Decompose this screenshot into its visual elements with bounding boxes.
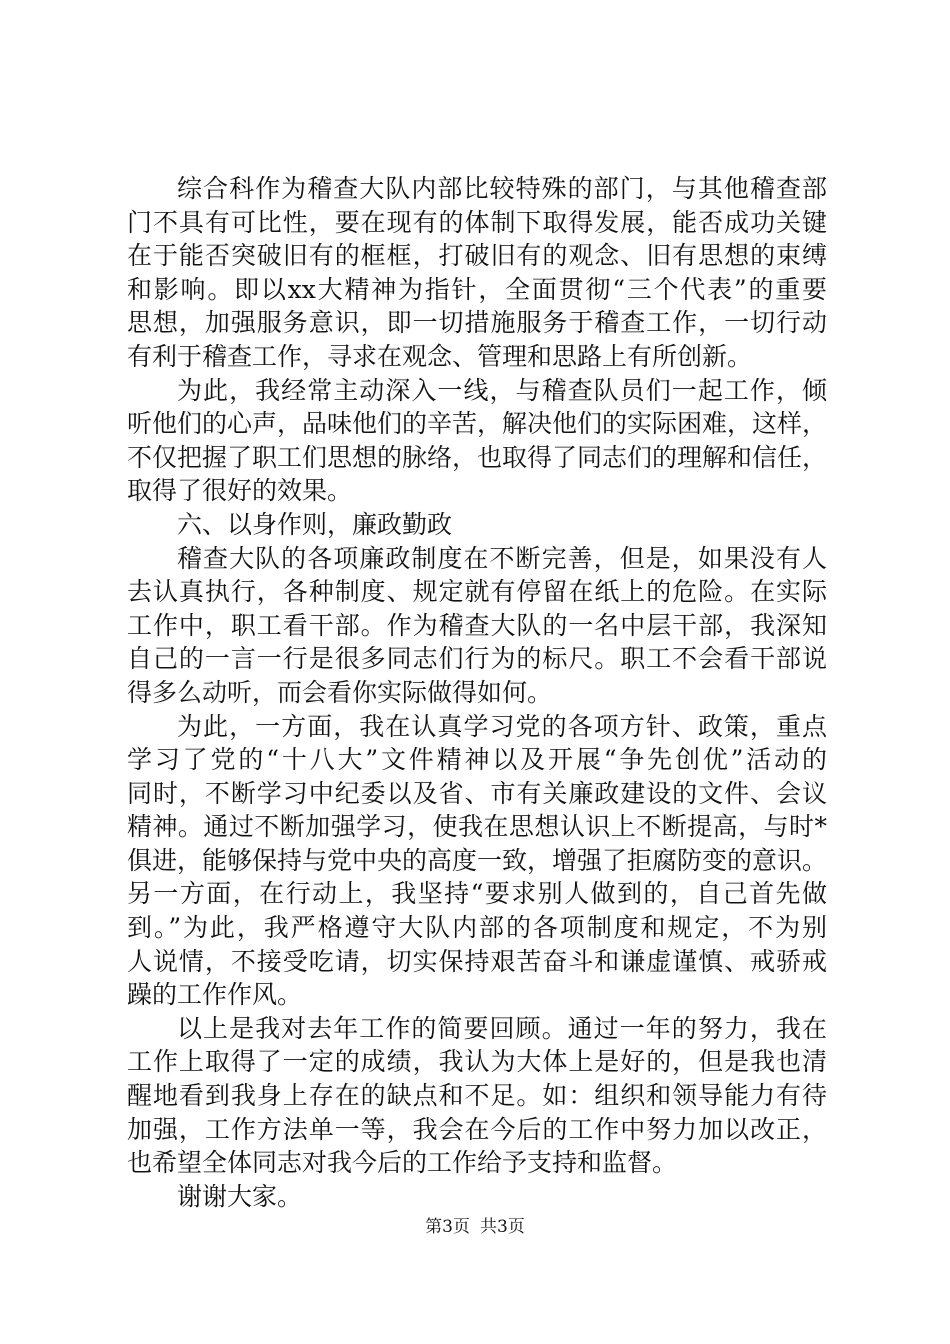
paragraph-line: 综合科作为稽查大队内部比较特殊的部门，与其他稽查部 <box>177 174 827 203</box>
page-footer <box>0 1212 950 1237</box>
paragraph <box>127 172 827 374</box>
paragraph-line: 稽查大队的各项廉政制度在不断完善，但是，如果没有人 <box>177 543 827 573</box>
paragraph <box>127 374 827 508</box>
paragraph <box>127 710 827 1012</box>
paragraph-line: 在于能否突破旧有的框框，打破旧有的观念、旧有思想的束缚 <box>127 241 827 271</box>
paragraph-line: 人说情，不接受吃请，切实保持艰苦奋斗和谦虚谨慎、戒骄戒 <box>127 946 827 976</box>
page-total: 共3页 <box>480 1217 525 1237</box>
paragraph <box>127 542 827 710</box>
paragraph-line: 门不具有可比性，要在现有的体制下取得发展，能否成功关键 <box>127 207 827 237</box>
paragraph-line: 躁的工作作风。 <box>127 980 303 1010</box>
paragraph-line: 加强，工作方法单一等，我会在今后的工作中努力加以改正， <box>127 1114 827 1144</box>
paragraph-line: 取得了很好的效果。 <box>127 476 353 506</box>
section-heading: 六、以身作则，廉政勤政 <box>177 509 453 539</box>
paragraph-line: 以上是我对去年工作的简要回顾。通过一年的努力，我在 <box>177 1013 827 1043</box>
paragraph-line: 精神。通过不断加强学习，使我在思想认识上不断提高，与时* <box>127 812 827 842</box>
page-number: 第3页 <box>425 1217 470 1237</box>
paragraph-line: 也希望全体同志对我今后的工作给予支持和监督。 <box>127 1148 678 1178</box>
paragraph-line: 学习了党的“十八大”文件精神以及开展“争先创优”活动的 <box>127 745 827 775</box>
paragraph-line: 和影响。即以xx大精神为指针，全面贯彻“三个代表”的重要 <box>127 274 827 304</box>
paragraph-line: 得多么动听，而会看你实际做得如何。 <box>127 677 553 707</box>
paragraph-line: 为此，我经常主动深入一线，与稽查队员们一起工作，倾 <box>177 375 827 405</box>
paragraph-line: 俱进，能够保持与党中央的高度一致，增强了拒腐防变的意识。 <box>127 845 828 875</box>
paragraph-line: 不仅把握了职工们思想的脉络，也取得了同志们的理解和信任， <box>127 442 828 472</box>
document-body <box>127 172 827 1213</box>
paragraph-line: 谢谢大家。 <box>177 1181 303 1211</box>
paragraph-line: 有利于稽查工作，寻求在观念、管理和思路上有所创新。 <box>127 341 753 371</box>
paragraph-line: 自己的一言一行是很多同志们行为的标尺。职工不会看干部说 <box>127 644 827 674</box>
paragraph-line: 工作上取得了一定的成绩，我认为大体上是好的，但是我也清 <box>127 1047 827 1077</box>
paragraph-line: 为此，一方面，我在认真学习党的各项方针、政策，重点 <box>177 711 827 741</box>
paragraph <box>127 1012 827 1180</box>
paragraph-line: 去认真执行，各种制度、规定就有停留在纸上的危险。在实际 <box>127 577 827 607</box>
paragraph-line: 思想，加强服务意识，即一切措施服务于稽查工作，一切行动 <box>127 308 827 338</box>
paragraph-line: 另一方面，在行动上，我坚持“要求别人做到的，自己首先做 <box>127 879 827 909</box>
paragraph <box>127 1180 827 1214</box>
paragraph-line: 工作中，职工看干部。作为稽查大队的一名中层干部，我深知 <box>127 610 827 640</box>
paragraph-line: 到。”为此，我严格遵守大队内部的各项制度和规定，不为别 <box>127 913 827 943</box>
paragraph-line: 醒地看到我身上存在的缺点和不足。如：组织和领导能力有待 <box>127 1081 827 1111</box>
paragraph-line: 同时，不断学习中纪委以及省、市有关廉政建设的文件、会议 <box>127 778 827 808</box>
paragraph-line: 听他们的心声，品味他们的辛苦，解决他们的实际困难，这样， <box>127 409 828 439</box>
